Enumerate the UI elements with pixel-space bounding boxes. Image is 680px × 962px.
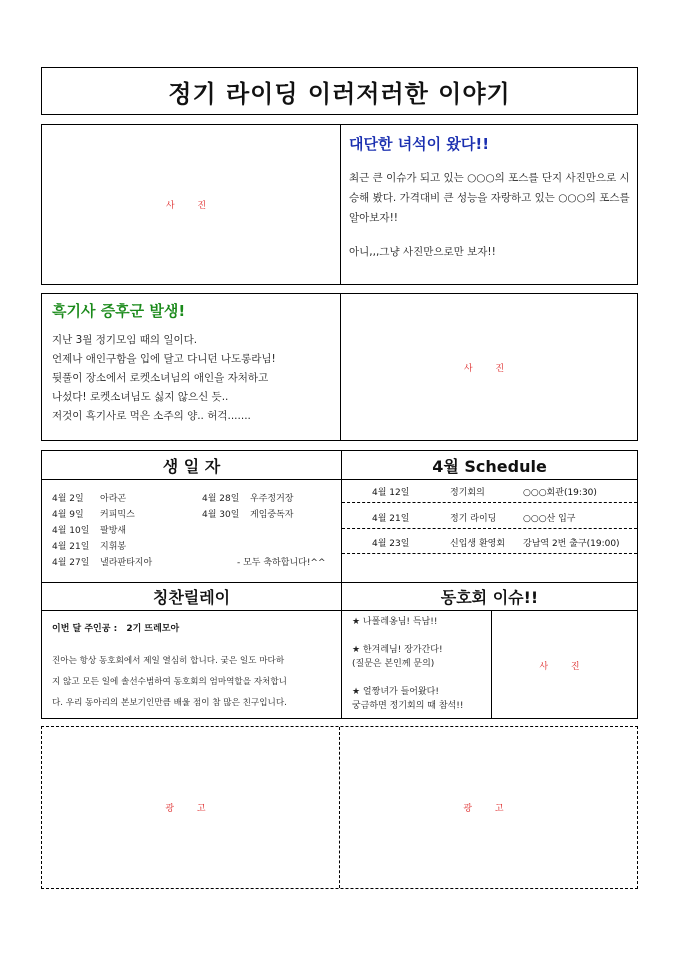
praise-winner bbox=[52, 621, 179, 634]
top-story bbox=[349, 133, 633, 262]
praise-heading: 칭찬릴레이 bbox=[42, 583, 341, 611]
photo-label: 사 진 bbox=[165, 201, 217, 211]
middle-story-heading: 흑기사 증후군 발생! bbox=[52, 302, 186, 320]
schedule-heading: 4월 Schedule bbox=[342, 451, 637, 480]
ad-section bbox=[41, 726, 638, 889]
photo-label: 사 진 bbox=[539, 661, 590, 672]
story-line: 나섰다! 로켓소녀님도 싫지 않으신 듯.. bbox=[52, 391, 229, 403]
story-line: 지난 3월 정기모임 때의 일이다. bbox=[52, 334, 198, 346]
birthday-item: 4월 10일 팔방새 bbox=[52, 526, 127, 536]
birthday-congrats: - 모두 축하합니다!^^ bbox=[237, 558, 326, 568]
photo-placeholder bbox=[42, 125, 341, 284]
ad-placeholder-left bbox=[42, 727, 340, 888]
praise-line: 다. 우리 동아리의 본보기인만큼 배울 점이 참 많은 친구입니다. bbox=[52, 698, 287, 708]
birthday-item: 4월 21일 지휘봉 bbox=[52, 542, 127, 552]
story-line: 언제나 애인구함을 입에 달고 다니던 나도롱라님! bbox=[52, 353, 276, 365]
issue-item: ★ 한겨레님! 장가간다! (질문은 본인께 문의) bbox=[352, 645, 443, 669]
praise-line: 진아는 항상 동호회에서 제일 열심히 합니다. 궂은 일도 마다하 bbox=[52, 656, 285, 666]
birthday-item: 4월 27일 낼라판타지아 bbox=[52, 558, 153, 568]
top-story-para2: 아니,,,그냥 사진만으로만 보자!! bbox=[349, 246, 496, 258]
schedule-row: 4월 21일 정기 라이딩 ○○○산 입구 bbox=[342, 506, 637, 529]
photo-label: 사 진 bbox=[463, 363, 515, 374]
middle-story bbox=[52, 300, 337, 426]
issues-heading: 동호회 이슈!! bbox=[342, 583, 637, 611]
ad-label: 광 고 bbox=[463, 804, 514, 814]
birthday-item: 4월 2일 아라곤 bbox=[52, 494, 127, 504]
birthday-item: 4월 28일 우주정거장 bbox=[202, 494, 294, 504]
birthday-item: 4월 30일 게임중독자 bbox=[202, 510, 294, 520]
top-story-para1: 최근 큰 이슈가 되고 있는 ○○○의 포스를 단지 사진만으로 시승해 봤다. 가격대비 큰 성능을 자랑하고 있는 ○○○의 포스를 알아보자!! bbox=[349, 172, 630, 224]
photo-placeholder bbox=[491, 611, 637, 719]
schedule-row: 4월 12일 정기회의 ○○○회관(19:30) bbox=[342, 480, 637, 503]
praise-winner-name: 2기 뜨레모아 bbox=[126, 624, 180, 634]
schedule-table bbox=[342, 480, 637, 580]
top-story-heading: 대단한 녀석이 왔다!! bbox=[349, 135, 490, 153]
birthday-section bbox=[42, 451, 342, 582]
issues-list bbox=[352, 615, 492, 713]
story-line: 뒷풀이 장소에서 로켓소녀님의 애인을 자처하고 bbox=[52, 372, 269, 384]
top-section bbox=[41, 124, 638, 285]
issue-item: ★ 나폴레옹님! 득남!! bbox=[352, 617, 438, 627]
page-title: 정기 라이딩 이러저러한 이야기 bbox=[41, 67, 638, 115]
praise-section bbox=[42, 582, 342, 718]
birthday-heading: 생 일 자 bbox=[42, 451, 341, 480]
praise-winner-label: 이번 달 주인공 : bbox=[52, 624, 118, 634]
praise-line: 지 않고 모든 일에 솔선수범하여 동호회의 엄마역할을 자처합니 bbox=[52, 677, 287, 687]
middle-section bbox=[41, 293, 638, 441]
ad-label: 광 고 bbox=[165, 804, 216, 814]
schedule-row: 4월 23일 신입생 환영회 강남역 2번 출구(19:00) bbox=[342, 531, 637, 554]
ad-placeholder-right bbox=[340, 727, 637, 888]
birthday-item: 4월 9일 커피믹스 bbox=[52, 510, 135, 520]
schedule-section bbox=[342, 451, 637, 582]
story-line: 저것이 흑기사로 먹은 소주의 양.. 허걱....... bbox=[52, 410, 251, 422]
middle-story-body bbox=[52, 331, 337, 426]
birthday-list-right bbox=[202, 491, 337, 523]
issues-section bbox=[342, 582, 637, 718]
birthday-list-left bbox=[52, 491, 192, 571]
photo-placeholder bbox=[340, 294, 637, 440]
issue-item: ★ 얼짱녀가 들어왔다! 궁금하면 정기회의 때 참석!! bbox=[352, 687, 464, 711]
praise-body bbox=[52, 651, 336, 714]
info-grid bbox=[41, 450, 638, 719]
